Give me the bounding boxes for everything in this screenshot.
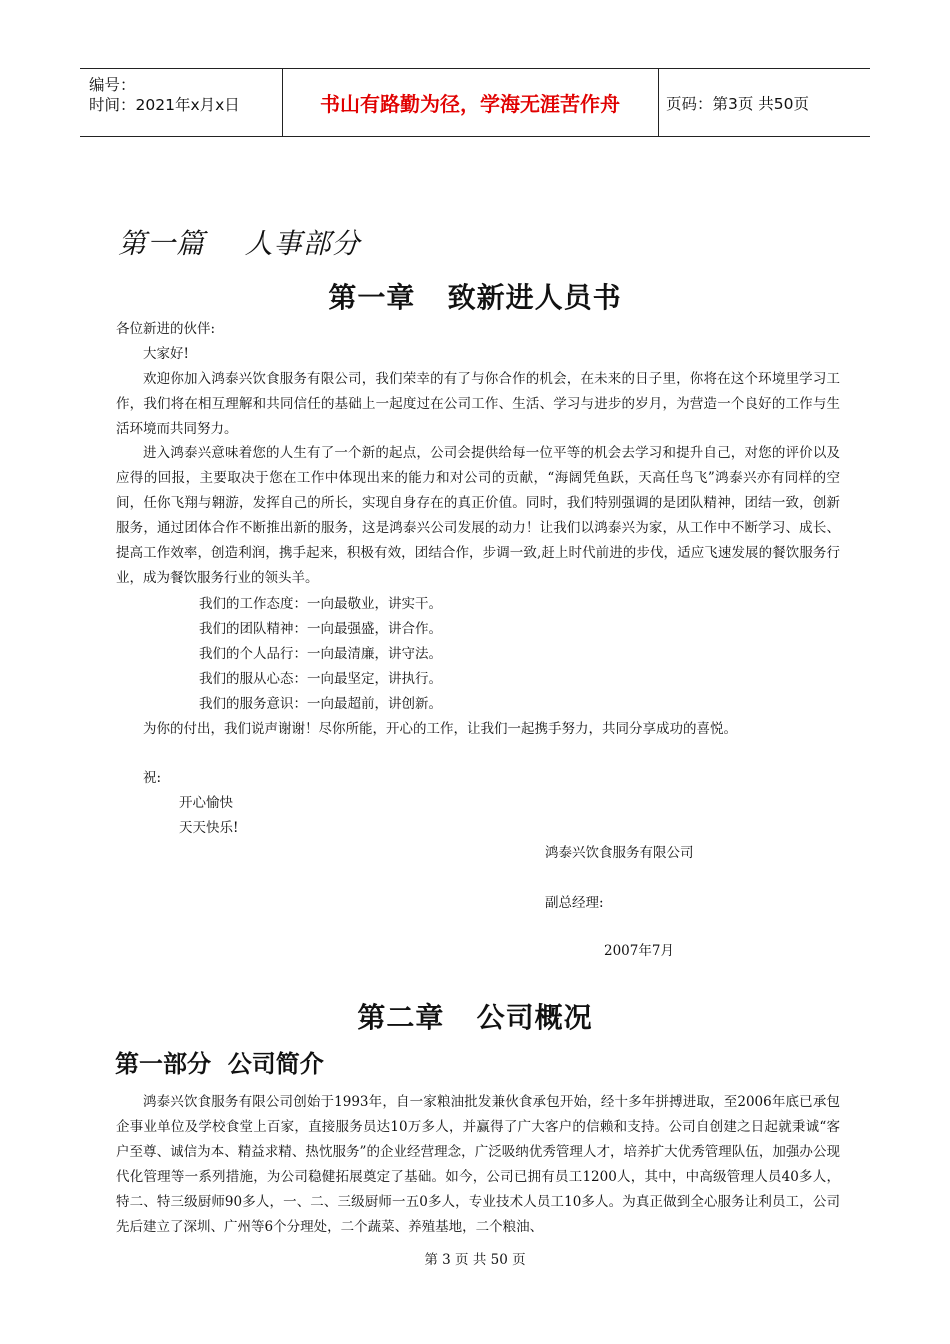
wish-line: 开心愉快 <box>179 795 233 811</box>
letter-date: 2007年7月 <box>604 943 674 959</box>
date-label: 时间：2021年x月x日 <box>89 96 240 114</box>
value-line: 我们的服务意识：一向最超前，讲创新。 <box>199 696 442 712</box>
section-title: 第一部分 公司简介 <box>115 1050 324 1078</box>
number-label: 编号： <box>89 76 136 94</box>
header-page-label: 页码：第3页 共50页 <box>666 94 810 113</box>
value-line: 我们的服从心态：一向最坚定，讲执行。 <box>199 671 442 687</box>
value-line: 我们的团队精神：一向最强盛，讲合作。 <box>199 621 442 637</box>
value-line: 我们的个人品行：一向最清廉，讲守法。 <box>199 646 442 662</box>
wish-line: 天天快乐! <box>179 820 239 836</box>
salutation: 各位新进的伙伴: <box>116 321 216 337</box>
chapter1-paragraph-1: 欢迎你加入鸿泰兴饮食服务有限公司，我们荣幸的有了与你合作的机会，在未来的日子里，你将在这个环境里学习工作，我们将在相互理解和共同信任的基础上一起度过在公司工作、生活、学习与进步的岁月，为营造一个良好的工作与生活环境而共同努力。 <box>116 371 840 437</box>
signer-label: 副总经理: <box>545 895 604 911</box>
page-footer: 第 3 页 共 50 页 <box>424 1252 526 1268</box>
chapter1-title: 第一章 致新进人员书 <box>328 281 622 314</box>
header-meta <box>80 69 283 136</box>
greeting: 大家好! <box>143 346 189 362</box>
company-signature: 鸿泰兴饮食服务有限公司 <box>545 845 694 861</box>
closing-line: 为你的付出，我们说声谢谢！尽你所能，开心的工作，让我们一起携手努力，共同分享成功的喜悦。 <box>143 721 737 737</box>
wish-label: 祝: <box>143 770 162 786</box>
chapter2-title: 第二章 公司概况 <box>357 1001 593 1034</box>
value-line: 我们的工作态度：一向最敬业，讲实干。 <box>199 596 442 612</box>
page-header <box>80 68 870 137</box>
part-title: 第一篇 人事部分 <box>118 227 361 260</box>
chapter2-paragraph-1: 鸿泰兴饮食服务有限公司创始于1993年，自一家粮油批发兼伙食承包开始，经十多年拼搏进取，至2006年底已承包企事业单位及学校食堂上百家，直接服务员达10万多人，并赢得了广大客户的信赖和支持。公司自创建之日起就秉诚“客户至尊、诚信为本、精益求精、热忱服务”的企业经营理念，广泛吸纳优秀管理人才，培养扩大优秀管理队伍，加强办公现代化管理等一系列措施，为公司稳健拓展奠定了基础。如今，公司已拥有员工1200人，其中，中高级管理人员40多人，特二、特三级厨师90多人，一、二、三级厨师一五0多人，专业技术人员工10多人。为真正做到全心服务让利员工，公司先后建立了深圳、广州等6个分理处，二个蔬菜、养殖基地，二个粮油、 <box>116 1094 840 1235</box>
header-motto: 书山有路勤为径，学海无涯苦作舟 <box>282 69 659 136</box>
chapter1-paragraph-2: 进入鸿泰兴意味着您的人生有了一个新的起点，公司会提供给每一位平等的机会去学习和提升自己，对您的评价以及应得的回报，主要取决于您在工作中体现出来的能力和对公司的贡献，“海阔凭鱼跃，天高任鸟飞”鸿泰兴亦有同样的空间，任你飞翔与翱游，发挥自己的所长，实现自身存在的真正价值。同时，我们特别强调的是团队精神，团结一致，创新服务，通过团体合作不断推出新的服务，这是鸿泰兴公司发展的动力！让我们以鸿泰兴为家，从工作中不断学习、成长、提高工作效率，创造利润，携手起来，积极有效，团结合作，步调一致,赶上时代前进的步伐，适应飞速发展的餐饮服务行业，成为餐饮服务行业的领头羊。 <box>116 445 840 586</box>
